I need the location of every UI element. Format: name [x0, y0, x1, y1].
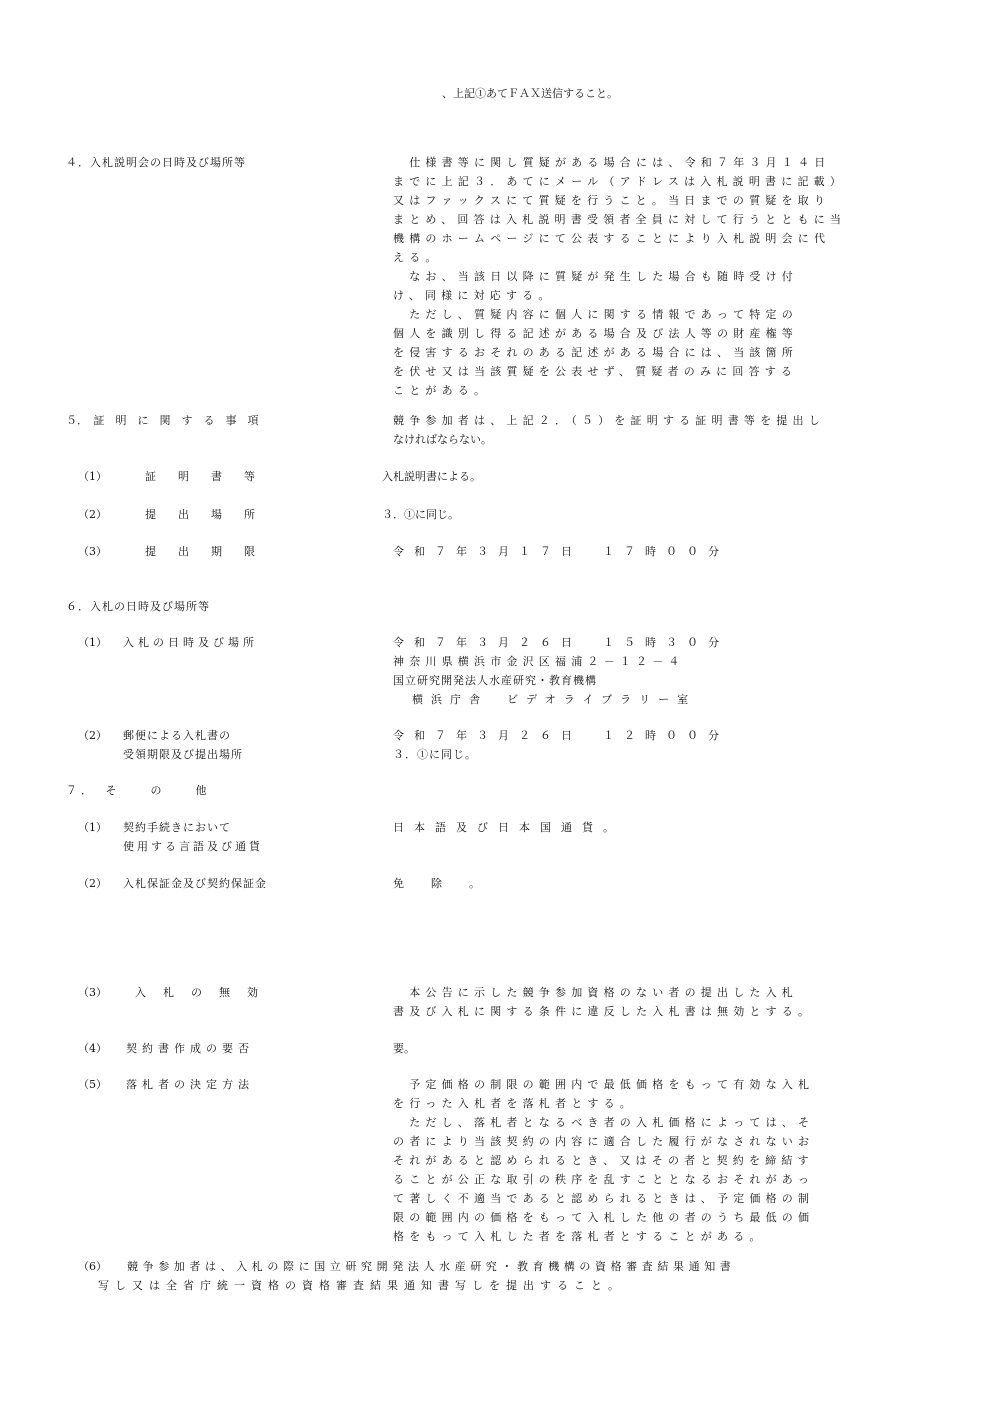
value-line: 神奈川県横浜市金沢区福浦２－１２－４ [393, 655, 685, 668]
section-5-title: ５． 証 明 に 関 す る 事 項 [66, 414, 259, 427]
item-label-mail-bid [123, 726, 243, 764]
label-line: 契約手続きにおいて [123, 821, 231, 834]
mail-bid-value [393, 726, 729, 764]
item-number: （2） [78, 729, 107, 742]
paragraph-line: までに上記３．あてにメール（アドレスは入札説明書に記載） [393, 175, 847, 188]
value-line: 令和７年３月２６日 １２時００分 [393, 729, 729, 742]
award-method-body [393, 1075, 814, 1246]
paragraph-line: 書及び入札に関する条件に違反した入札書は無効とする。 [393, 1005, 815, 1018]
paragraph-line: 本公告に示した競争参加資格のない者の提出した入札 [393, 986, 798, 999]
item-number: （3） [78, 986, 107, 999]
label-line: 受領期限及び提出場所 [123, 748, 243, 761]
item-6-body [127, 1257, 735, 1276]
paragraph-line: ただし、落札者となるべき者の入札価格によっては、そ [393, 1116, 815, 1129]
item-label-submission-place: 提 出 場 所 [145, 508, 255, 521]
item-label-language-currency [123, 818, 263, 856]
paragraph-line: て著しく不適当であると認められるときは、予定価格の制 [393, 1192, 815, 1205]
section-4-body [393, 153, 846, 400]
section-4-title: ４．入札説明会の日時及び場所等 [66, 156, 246, 169]
item-number: （2） [78, 508, 107, 521]
paragraph-line: える。 [393, 251, 442, 264]
item-number: （1） [78, 636, 107, 649]
item-value-certificate: 入札説明書による。 [382, 470, 481, 483]
paragraph-line: ることが公正な取引の秩序を乱すこととなるおそれがあっ [393, 1173, 815, 1186]
value-line: 横浜庁舎 ビデオライブラリー室 [393, 693, 697, 706]
item-label-contract-document: 契約書作成の要否 [126, 1042, 254, 1055]
paragraph-line: 格をもって入札した者を落札者とすることがある。 [393, 1230, 766, 1243]
paragraph-line: ただし、質疑内容に個人に関する情報であって特定の [393, 308, 798, 321]
item-label-bid-security: 入札保証金及び契約保証金 [123, 877, 267, 890]
paragraph-line: 限の範囲内の価格をもって入札した他の者のうち最低の価 [393, 1211, 815, 1224]
item-label-bid-datetime-place: 入札の日時及び場所 [123, 636, 258, 649]
item-number: （4） [78, 1042, 107, 1055]
paragraph-line: 仕様書等に関し質疑がある場合には、令和７年３月１４日 [393, 156, 831, 169]
paragraph-line: 競争参加者は、上記２．（５）を証明する証明書等を提出し [393, 414, 825, 427]
section-6-title: ６．入札の日時及び場所等 [66, 600, 210, 613]
label-line: 郵便による入札書の [123, 729, 231, 742]
paragraph-line: ことがある。 [393, 384, 491, 397]
item-6-body-continued [98, 1276, 625, 1295]
item-number: （5） [78, 1078, 107, 1091]
bid-datetime-place-value [393, 633, 729, 709]
item-number: （2） [78, 877, 107, 890]
paragraph-line: まとめ、回答は入札説明書受領者全員に対して行うとともに当 [393, 213, 847, 226]
value-line: 令和７年３月２６日 １５時３０分 [393, 636, 729, 649]
paragraph-line: の者により当該契約の内容に適合した履行がなされないお [393, 1135, 815, 1148]
item-number: （1） [78, 470, 107, 483]
paragraph-line: け、同様に対応する。 [393, 289, 555, 302]
item-label-certificate: 証 明 書 等 [145, 470, 255, 483]
item-value-contract-document: 要。 [393, 1042, 415, 1055]
paragraph-line: 又はファックスにて質疑を行うこと。当日までの質疑を取り [393, 194, 831, 207]
section-5-body [393, 411, 825, 449]
value-line: ３．①に同じ。 [393, 748, 477, 761]
paragraph-line: 予定価格の制限の範囲内で最低価格をもって有効な入札 [393, 1078, 815, 1091]
item-number: （6） [78, 1260, 107, 1273]
item-value-deadline: 令和７年３月１７日 １７時００分 [393, 545, 729, 558]
item-value-bid-security: 免 除 。 [393, 877, 488, 890]
item-value-language-currency: 日本語及び日本国通貨。 [393, 821, 624, 834]
section-7-title: ７． そ の 他 [66, 784, 211, 797]
paragraph-line: を侵害するおそれのある記述がある場合には、当該箇所 [393, 346, 798, 359]
paragraph-line: 機構のホームページにて公表することにより入札説明会に代 [393, 232, 831, 245]
label-line: 使用する言語及び通貨 [123, 840, 263, 853]
paragraph-line: を伏せ又は当該質疑を公表せず、質疑者のみに回答する [393, 365, 798, 378]
paragraph-line: 個人を識別し得る記述がある場合及び法人等の財産権等 [393, 327, 798, 340]
value-line: 国立研究開発法人水産研究・教育機構 [393, 674, 597, 687]
paragraph-line: を行った入札者を落札者とする。 [393, 1097, 636, 1110]
item-label-invalid-bid: 入 札 の 無 効 [135, 986, 261, 999]
item-value-submission-place: ３．①に同じ。 [382, 508, 459, 521]
item-number: （1） [78, 821, 107, 834]
item-label-award-method: 落札者の決定方法 [126, 1078, 254, 1091]
header-note: 、上記①あてＦＡＸ送信すること。 [442, 87, 618, 100]
paragraph-line: 競争参加者は、入札の際に国立研究開発法人水産研究・教育機構の資格審査結果通知書 [127, 1260, 736, 1273]
item-number: （3） [78, 545, 107, 558]
invalid-bid-body [393, 983, 814, 1021]
paragraph-line: それがあると認められるとき、又はその者と契約を締結す [393, 1154, 814, 1167]
paragraph-line: 写し又は全省庁統一資格の資格審査結果通知書写しを提出すること。 [98, 1279, 625, 1292]
item-label-deadline: 提 出 期 限 [145, 545, 255, 558]
paragraph-line: なければならない。 [393, 433, 492, 446]
paragraph-line: なお、当該日以降に質疑が発生した場合も随時受け付 [393, 270, 798, 283]
